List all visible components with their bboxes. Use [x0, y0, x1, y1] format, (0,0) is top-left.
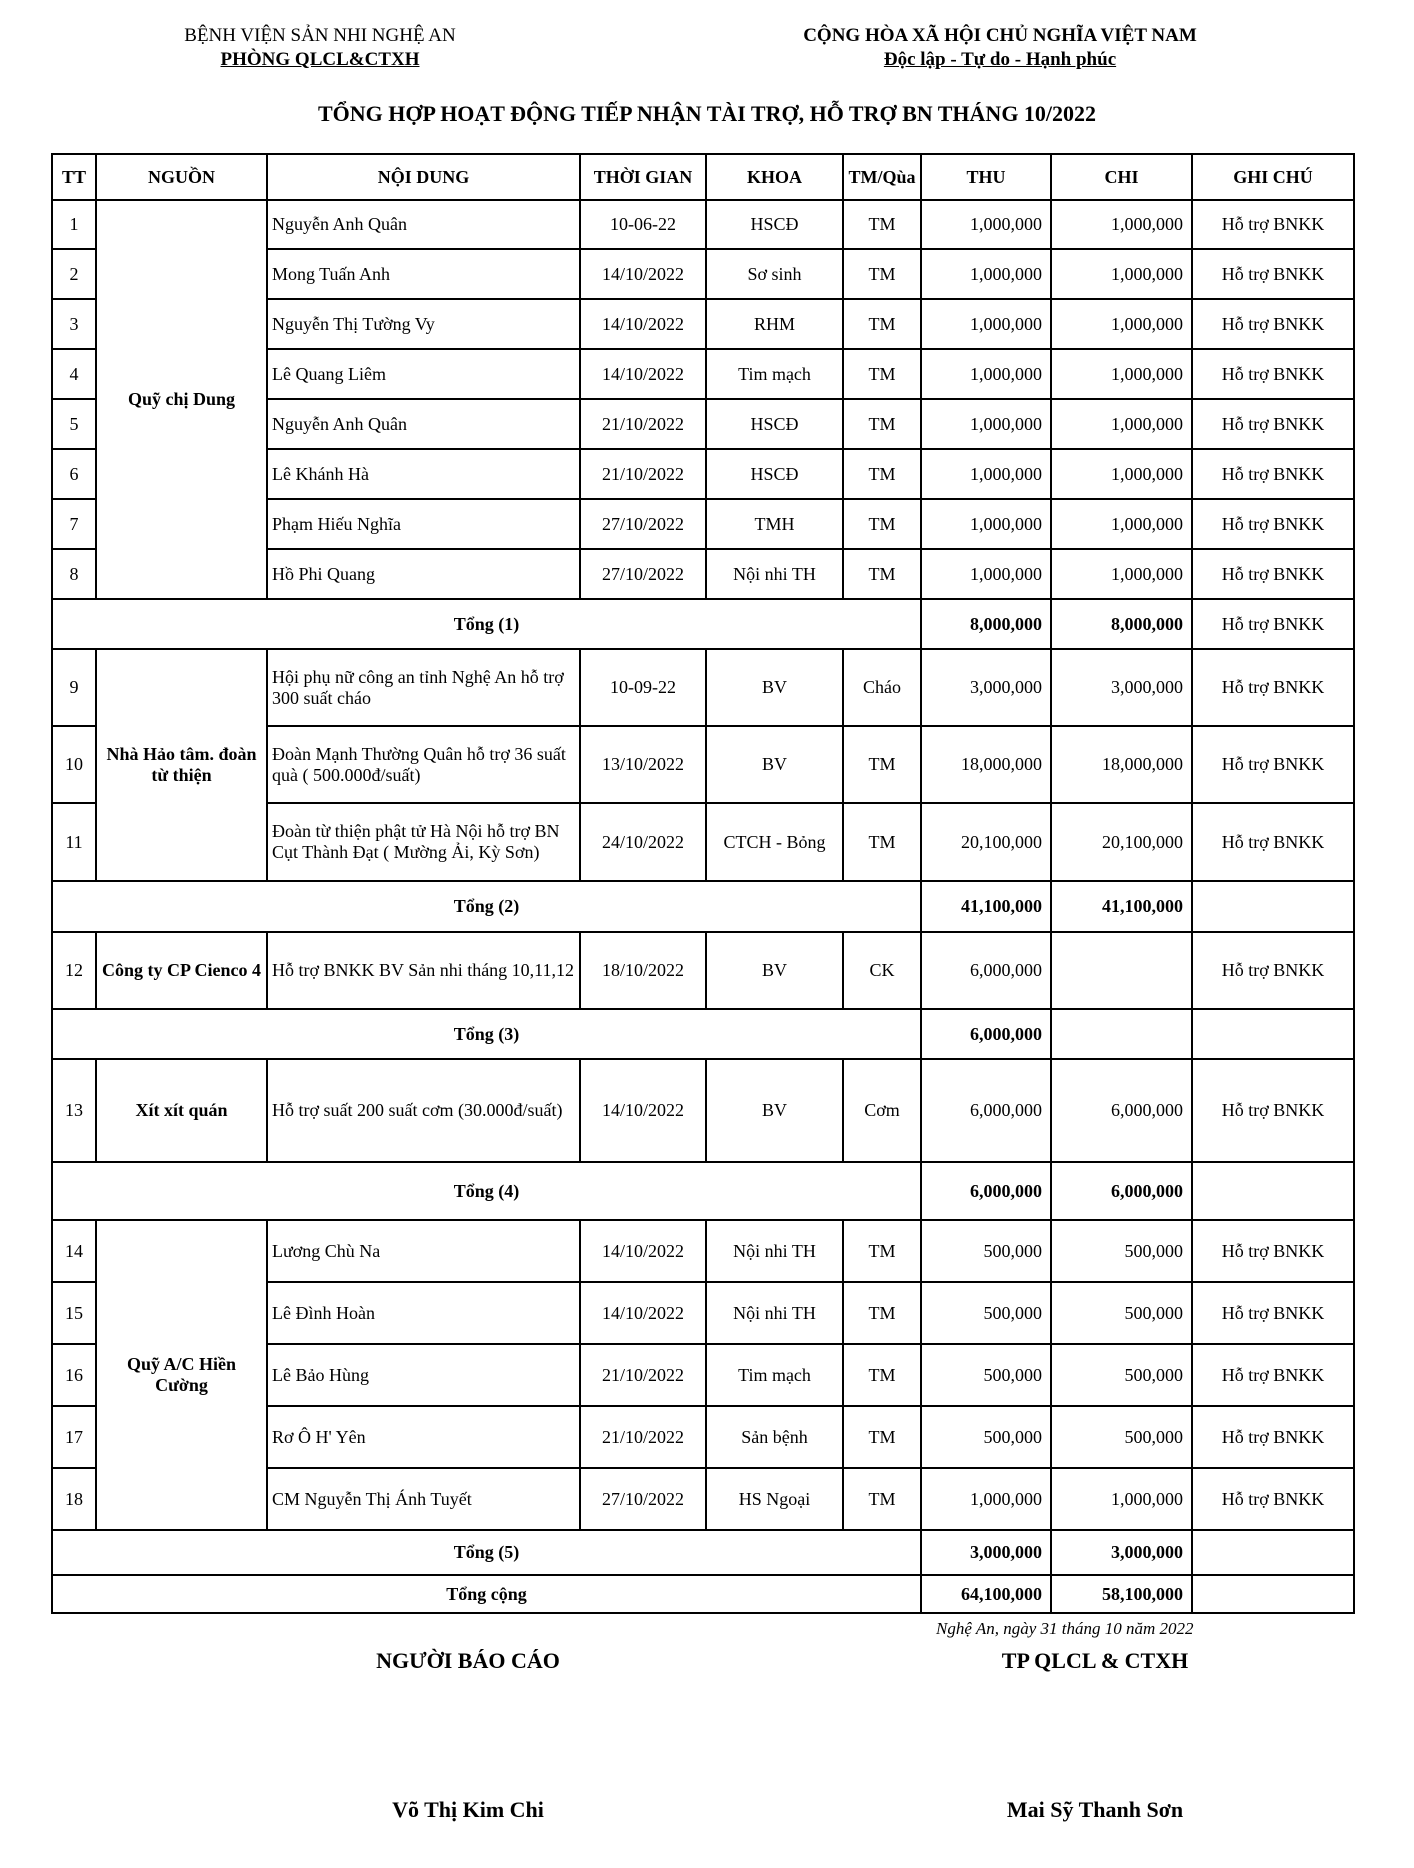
time-cell: 13/10/2022 — [580, 726, 706, 803]
department-cell: BV — [706, 726, 843, 803]
content-cell: Lê Quang Liêm — [267, 349, 580, 399]
time-cell: 21/10/2022 — [580, 1406, 706, 1468]
department-cell: BV — [706, 649, 843, 726]
content-cell: Mong Tuấn Anh — [267, 249, 580, 299]
subtotal-label: Tổng (4) — [52, 1162, 921, 1220]
table-row — [52, 649, 1354, 726]
department-cell: Sơ sinh — [706, 249, 843, 299]
expense-cell: 500,000 — [1051, 1344, 1192, 1406]
row-number: 11 — [52, 803, 96, 881]
time-cell: 14/10/2022 — [580, 249, 706, 299]
column-header: KHOA — [706, 154, 843, 200]
type-cell: Cơm — [843, 1059, 921, 1162]
expense-cell: 500,000 — [1051, 1406, 1192, 1468]
note-cell: Hỗ trợ BNKK — [1192, 299, 1354, 349]
type-cell: TM — [843, 1282, 921, 1344]
expense-cell: 20,100,000 — [1051, 803, 1192, 881]
column-header: NGUỒN — [96, 154, 267, 200]
time-cell: 10-06-22 — [580, 200, 706, 249]
department-cell: HS Ngoại — [706, 1468, 843, 1530]
income-cell: 500,000 — [921, 1344, 1051, 1406]
table-row — [52, 1220, 1354, 1282]
grand-total-expense: 58,100,000 — [1051, 1575, 1192, 1613]
content-cell: Hỗ trợ BNKK BV Sản nhi tháng 10,11,12 — [267, 932, 580, 1009]
expense-cell: 500,000 — [1051, 1282, 1192, 1344]
time-cell: 21/10/2022 — [580, 399, 706, 449]
expense-cell: 1,000,000 — [1051, 449, 1192, 499]
note-cell: Hỗ trợ BNKK — [1192, 1344, 1354, 1406]
type-cell: TM — [843, 349, 921, 399]
source-cell: Quỹ A/C Hiền Cường — [96, 1220, 267, 1530]
expense-cell: 500,000 — [1051, 1220, 1192, 1282]
time-cell: 10-09-22 — [580, 649, 706, 726]
subtotal-expense: 41,100,000 — [1051, 881, 1192, 932]
sponsorship-table — [51, 153, 1355, 1614]
note-cell: Hỗ trợ BNKK — [1192, 549, 1354, 599]
subtotal-expense: 3,000,000 — [1051, 1530, 1192, 1575]
note-cell: Hỗ trợ BNKK — [1192, 726, 1354, 803]
source-cell: Nhà Hảo tâm. đoàn từ thiện — [96, 649, 267, 881]
time-cell: 27/10/2022 — [580, 1468, 706, 1530]
row-number: 13 — [52, 1059, 96, 1162]
subtotal-income: 6,000,000 — [921, 1009, 1051, 1059]
note-cell: Hỗ trợ BNKK — [1192, 200, 1354, 249]
subtotal-expense — [1051, 1009, 1192, 1059]
content-cell: Hồ Phi Quang — [267, 549, 580, 599]
note-cell: Hỗ trợ BNKK — [1192, 449, 1354, 499]
type-cell: TM — [843, 1344, 921, 1406]
subtotal-label: Tổng (2) — [52, 881, 921, 932]
subtotal-income: 3,000,000 — [921, 1530, 1051, 1575]
row-number: 12 — [52, 932, 96, 1009]
note-cell: Hỗ trợ BNKK — [1192, 349, 1354, 399]
expense-cell: 1,000,000 — [1051, 349, 1192, 399]
table-row — [52, 932, 1354, 1009]
content-cell: Nguyễn Thị Tường Vy — [267, 299, 580, 349]
expense-cell: 1,000,000 — [1051, 1468, 1192, 1530]
note-cell: Hỗ trợ BNKK — [1192, 932, 1354, 1009]
type-cell: TM — [843, 803, 921, 881]
national-header — [700, 24, 1300, 72]
note-cell: Hỗ trợ BNKK — [1192, 1406, 1354, 1468]
expense-cell — [1051, 932, 1192, 1009]
type-cell: TM — [843, 1468, 921, 1530]
time-cell: 24/10/2022 — [580, 803, 706, 881]
department-cell: Tim mạch — [706, 1344, 843, 1406]
department-cell: Tim mạch — [706, 349, 843, 399]
note-cell: Hỗ trợ BNKK — [1192, 1282, 1354, 1344]
department-cell: CTCH - Bỏng — [706, 803, 843, 881]
column-header: GHI CHÚ — [1192, 154, 1354, 200]
department-name: PHÒNG QLCL&CTXH — [220, 49, 420, 70]
type-cell: CK — [843, 932, 921, 1009]
content-cell: Rơ Ô H' Yên — [267, 1406, 580, 1468]
department-cell: Nội nhi TH — [706, 1282, 843, 1344]
subtotal-row — [52, 881, 1354, 932]
expense-cell: 1,000,000 — [1051, 549, 1192, 599]
type-cell: TM — [843, 399, 921, 449]
income-cell: 1,000,000 — [921, 349, 1051, 399]
subtotal-income: 8,000,000 — [921, 599, 1051, 649]
content-cell: Nguyễn Anh Quân — [267, 399, 580, 449]
manager-name: Mai Sỹ Thanh Sơn — [1006, 1797, 1184, 1822]
grand-total-label: Tổng cộng — [52, 1575, 921, 1613]
subtotal-label: Tổng (5) — [52, 1530, 921, 1575]
expense-cell: 1,000,000 — [1051, 399, 1192, 449]
department-cell: BV — [706, 1059, 843, 1162]
income-cell: 1,000,000 — [921, 399, 1051, 449]
subtotal-label: Tổng (1) — [52, 599, 921, 649]
expense-cell: 1,000,000 — [1051, 499, 1192, 549]
department-cell: HSCĐ — [706, 399, 843, 449]
type-cell: TM — [843, 1406, 921, 1468]
note-cell: Hỗ trợ BNKK — [1192, 1059, 1354, 1162]
subtotal-note — [1192, 1530, 1354, 1575]
time-cell: 14/10/2022 — [580, 1220, 706, 1282]
subtotal-expense: 6,000,000 — [1051, 1162, 1192, 1220]
time-cell: 18/10/2022 — [580, 932, 706, 1009]
type-cell: TM — [843, 549, 921, 599]
column-header: TM/Qùa — [843, 154, 921, 200]
time-cell: 14/10/2022 — [580, 299, 706, 349]
income-cell: 20,100,000 — [921, 803, 1051, 881]
type-cell: TM — [843, 1220, 921, 1282]
report-date: Nghệ An, ngày 31 tháng 10 năm 2022 — [936, 1619, 1194, 1638]
income-cell: 3,000,000 — [921, 649, 1051, 726]
column-header: NỘI DUNG — [267, 154, 580, 200]
department-cell: Nội nhi TH — [706, 1220, 843, 1282]
subtotal-label: Tổng (3) — [52, 1009, 921, 1059]
department-cell: RHM — [706, 299, 843, 349]
row-number: 1 — [52, 200, 96, 249]
grand-total-income: 64,100,000 — [921, 1575, 1051, 1613]
expense-cell: 1,000,000 — [1051, 249, 1192, 299]
row-number: 14 — [52, 1220, 96, 1282]
time-cell: 14/10/2022 — [580, 349, 706, 399]
table-row — [52, 200, 1354, 249]
time-cell: 14/10/2022 — [580, 1059, 706, 1162]
type-cell: TM — [843, 449, 921, 499]
subtotal-note — [1192, 881, 1354, 932]
grand-total-row — [52, 1575, 1354, 1613]
row-number: 10 — [52, 726, 96, 803]
income-cell: 500,000 — [921, 1282, 1051, 1344]
note-cell: Hỗ trợ BNKK — [1192, 399, 1354, 449]
subtotal-expense: 8,000,000 — [1051, 599, 1192, 649]
time-cell: 14/10/2022 — [580, 1282, 706, 1344]
department-cell: Sản bệnh — [706, 1406, 843, 1468]
income-cell: 1,000,000 — [921, 449, 1051, 499]
income-cell: 6,000,000 — [921, 1059, 1051, 1162]
time-cell: 27/10/2022 — [580, 549, 706, 599]
income-cell: 1,000,000 — [921, 549, 1051, 599]
row-number: 15 — [52, 1282, 96, 1344]
hospital-header — [110, 24, 530, 72]
type-cell: TM — [843, 499, 921, 549]
content-cell: Phạm Hiếu Nghĩa — [267, 499, 580, 549]
income-cell: 1,000,000 — [921, 249, 1051, 299]
row-number: 3 — [52, 299, 96, 349]
income-cell: 1,000,000 — [921, 200, 1051, 249]
column-header: TT — [52, 154, 96, 200]
row-number: 2 — [52, 249, 96, 299]
column-header: THỜI GIAN — [580, 154, 706, 200]
source-cell: Công ty CP Cienco 4 — [96, 932, 267, 1009]
subtotal-note — [1192, 1162, 1354, 1220]
note-cell: Hỗ trợ BNKK — [1192, 499, 1354, 549]
expense-cell: 3,000,000 — [1051, 649, 1192, 726]
income-cell: 1,000,000 — [921, 499, 1051, 549]
table-row — [52, 1059, 1354, 1162]
subtotal-note — [1192, 1009, 1354, 1059]
row-number: 7 — [52, 499, 96, 549]
content-cell: Đoàn Mạnh Thường Quân hỗ trợ 36 suất quà ( 500.000đ/suất) — [267, 726, 580, 803]
content-cell: Hỗ trợ suất 200 suất cơm (30.000đ/suất) — [267, 1059, 580, 1162]
manager-role: TP QLCL & CTXH — [1001, 1648, 1189, 1673]
note-cell: Hỗ trợ BNKK — [1192, 1220, 1354, 1282]
type-cell: TM — [843, 249, 921, 299]
expense-cell: 6,000,000 — [1051, 1059, 1192, 1162]
source-cell: Xít xít quán — [96, 1059, 267, 1162]
subtotal-row — [52, 1530, 1354, 1575]
department-cell: HSCĐ — [706, 449, 843, 499]
content-cell: CM Nguyễn Thị Ánh Tuyết — [267, 1468, 580, 1530]
source-cell: Quỹ chị Dung — [96, 200, 267, 599]
subtotal-income: 6,000,000 — [921, 1162, 1051, 1220]
expense-cell: 1,000,000 — [1051, 200, 1192, 249]
grand-total-note — [1192, 1575, 1354, 1613]
income-cell: 1,000,000 — [921, 299, 1051, 349]
type-cell: TM — [843, 200, 921, 249]
reporter-name: Võ Thị Kim Chi — [392, 1797, 544, 1822]
income-cell: 500,000 — [921, 1220, 1051, 1282]
column-header: CHI — [1051, 154, 1192, 200]
note-cell: Hỗ trợ BNKK — [1192, 803, 1354, 881]
subtotal-row — [52, 1162, 1354, 1220]
row-number: 9 — [52, 649, 96, 726]
national-title: CỘNG HÒA XÃ HỘI CHỦ NGHĨA VIỆT NAM — [803, 25, 1197, 46]
time-cell: 27/10/2022 — [580, 499, 706, 549]
subtotal-income: 41,100,000 — [921, 881, 1051, 932]
subtotal-row — [52, 599, 1354, 649]
note-cell: Hỗ trợ BNKK — [1192, 1468, 1354, 1530]
table-body — [52, 200, 1354, 1613]
table-header-row — [52, 154, 1354, 200]
expense-cell: 1,000,000 — [1051, 299, 1192, 349]
row-number: 5 — [52, 399, 96, 449]
type-cell: Cháo — [843, 649, 921, 726]
reporter-role: NGƯỜI BÁO CÁO — [376, 1648, 560, 1673]
department-cell: HSCĐ — [706, 200, 843, 249]
subtotal-row — [52, 1009, 1354, 1059]
row-number: 16 — [52, 1344, 96, 1406]
time-cell: 21/10/2022 — [580, 449, 706, 499]
row-number: 4 — [52, 349, 96, 399]
row-number: 8 — [52, 549, 96, 599]
national-motto: Độc lập - Tự do - Hạnh phúc — [883, 49, 1117, 70]
department-cell: Nội nhi TH — [706, 549, 843, 599]
expense-cell: 18,000,000 — [1051, 726, 1192, 803]
row-number: 6 — [52, 449, 96, 499]
content-cell: Lê Bảo Hùng — [267, 1344, 580, 1406]
row-number: 17 — [52, 1406, 96, 1468]
document-title: TỔNG HỢP HOẠT ĐỘNG TIẾP NHẬN TÀI TRỢ, HỖ TRỢ BN THÁNG 10/2022 — [317, 101, 1097, 126]
department-cell: TMH — [706, 499, 843, 549]
time-cell: 21/10/2022 — [580, 1344, 706, 1406]
row-number: 18 — [52, 1468, 96, 1530]
content-cell: Lê Khánh Hà — [267, 449, 580, 499]
subtotal-note: Hỗ trợ BNKK — [1192, 599, 1354, 649]
type-cell: TM — [843, 299, 921, 349]
content-cell: Lê Đình Hoàn — [267, 1282, 580, 1344]
note-cell: Hỗ trợ BNKK — [1192, 649, 1354, 726]
hospital-name: BỆNH VIỆN SẢN NHI NGHỆ AN — [184, 25, 456, 46]
content-cell: Nguyễn Anh Quân — [267, 200, 580, 249]
department-cell: BV — [706, 932, 843, 1009]
content-cell: Hội phụ nữ công an tỉnh Nghệ An hỗ trợ 300 suất cháo — [267, 649, 580, 726]
note-cell: Hỗ trợ BNKK — [1192, 249, 1354, 299]
income-cell: 500,000 — [921, 1406, 1051, 1468]
income-cell: 6,000,000 — [921, 932, 1051, 1009]
content-cell: Lương Chù Na — [267, 1220, 580, 1282]
type-cell: TM — [843, 726, 921, 803]
income-cell: 18,000,000 — [921, 726, 1051, 803]
income-cell: 1,000,000 — [921, 1468, 1051, 1530]
column-header: THU — [921, 154, 1051, 200]
content-cell: Đoàn từ thiện phật tử Hà Nội hỗ trợ BN Cụt Thành Đạt ( Mường Ải, Kỳ Sơn) — [267, 803, 580, 881]
